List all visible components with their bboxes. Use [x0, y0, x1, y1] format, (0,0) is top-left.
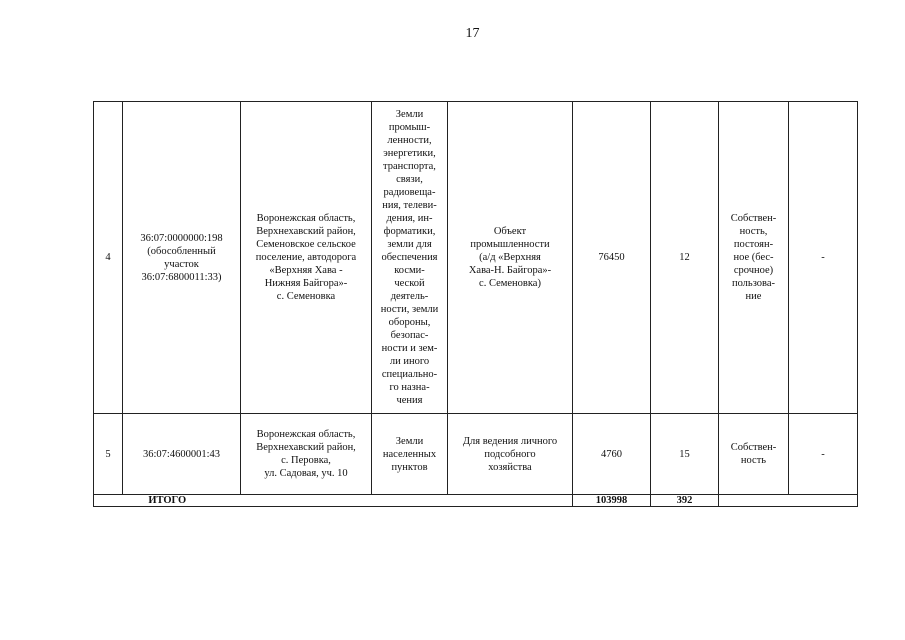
page-number: 17 [465, 26, 480, 41]
right-type: Собствен- ность, постоян- ное (бес- срочное) пользова- ние [719, 102, 789, 414]
permitted-use: Для ведения личного подсобного хозяйства [448, 414, 573, 495]
count: 15 [651, 414, 719, 495]
total-spacer [241, 495, 573, 507]
note: - [789, 414, 858, 495]
note: - [789, 102, 858, 414]
area: 76450 [573, 102, 651, 414]
address: Воронежская область, Верхнехавский район, Семеновское сельское поселение, автодорога «Верхняя Хава - Нижняя Байгора»- с. Семеновка [241, 102, 372, 414]
total-blank [719, 495, 858, 507]
cadastral-number: 36:07:0000000:198 (обособленный участок 36:07:6800011:33) [123, 102, 241, 414]
table-row [94, 102, 858, 414]
table-row [94, 414, 858, 495]
count: 12 [651, 102, 719, 414]
cadastral-number: 36:07:4600001:43 [123, 414, 241, 495]
address: Воронежская область, Верхнехавский район, с. Перовка, ул. Садовая, уч. 10 [241, 414, 372, 495]
permitted-use: Объект промышленности (а/д «Верхняя Хава-Н. Байгора»- с. Семеновка) [448, 102, 573, 414]
total-label: ИТОГО [94, 495, 241, 507]
land-category: Земли населенных пунктов [372, 414, 448, 495]
right-type: Собствен- ность [719, 414, 789, 495]
total-area: 103998 [573, 495, 651, 507]
area: 4760 [573, 414, 651, 495]
land-category: Земли промыш- ленности, энергетики, транспорта, связи, радиовеща- ния, телеви- дения, ин- форматики, земли для обеспечения косми- ческой деятель- ности, земли обороны, безопас- ности и зем- ли иного специально- го назна- чения [372, 102, 448, 414]
row-number: 4 [94, 102, 123, 414]
total-row [94, 495, 858, 507]
land-plots-table [93, 101, 858, 507]
total-count: 392 [651, 495, 719, 507]
row-number: 5 [94, 414, 123, 495]
